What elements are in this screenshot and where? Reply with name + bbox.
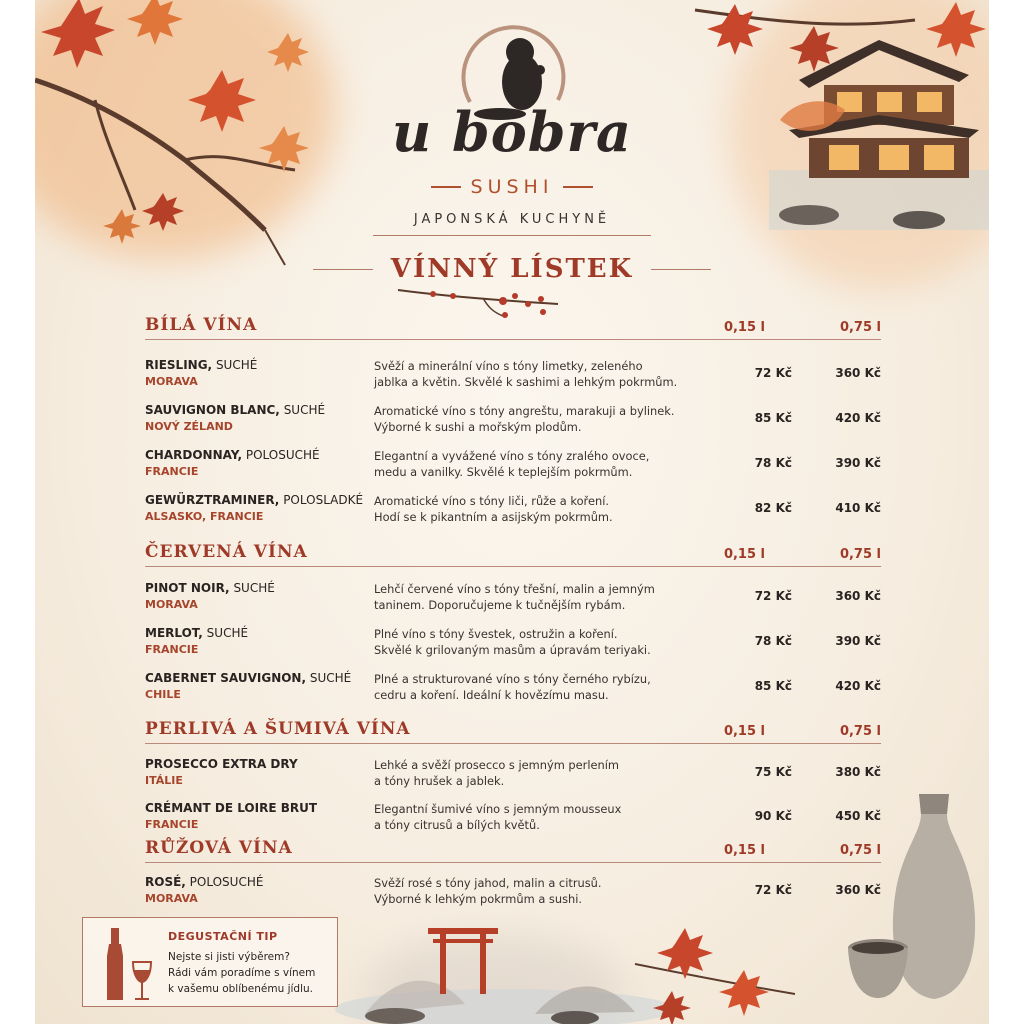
wine-item xyxy=(145,403,881,439)
desc-line: medu a vanilky. Skvělé k teplejším pokrmům. xyxy=(374,465,633,479)
wine-origin: MORAVA xyxy=(145,892,198,905)
divider xyxy=(431,186,461,188)
wine-style: POLOSUCHÉ xyxy=(245,448,320,462)
brand-sub-row xyxy=(35,176,989,198)
section-header xyxy=(145,719,881,744)
wine-style: SUCHÉ xyxy=(206,626,249,640)
wine-name xyxy=(145,358,373,372)
price-small: 72 Kč xyxy=(754,589,792,603)
divider xyxy=(563,186,593,188)
desc-line: Výborné k lehkým pokrmům a sushi. xyxy=(374,892,583,906)
desc-line: Lehké a svěží prosecco s jemným perlením xyxy=(374,758,620,772)
wine-item xyxy=(145,626,881,662)
price-large: 380 Kč xyxy=(835,765,881,779)
wine-title: ROSÉ, xyxy=(145,875,186,889)
wine-name xyxy=(145,757,373,771)
col-large-header: 0,75 l xyxy=(839,547,881,562)
wine-description xyxy=(374,448,694,480)
wine-item xyxy=(145,671,881,707)
price-large: 360 Kč xyxy=(835,589,881,603)
wine-origin: FRANCIE xyxy=(145,643,199,656)
desc-line: Lehčí červené víno s tóny třešní, malin a jemným xyxy=(374,582,655,596)
col-small-header: 0,15 l xyxy=(723,724,765,739)
wine-item xyxy=(145,757,881,793)
wine-style: SUCHÉ xyxy=(233,581,275,595)
wine-title: PINOT NOIR, xyxy=(145,581,230,595)
desc-line: a tóny hrušek a jablek. xyxy=(374,774,505,788)
menu-page xyxy=(35,0,989,1024)
desc-line: Svěží a minerální víno s tóny limetky, zeleného xyxy=(374,359,643,373)
desc-line: Svěží rosé s tóny jahod, malin a citrusů. xyxy=(374,876,602,890)
wine-title: GEWÜRZTRAMINER, xyxy=(145,493,280,507)
wine-title: CABERNET SAUVIGNON, xyxy=(145,671,307,685)
price-small: 75 Kč xyxy=(754,765,792,779)
wine-origin: CHILE xyxy=(145,688,181,701)
wine-origin: MORAVA xyxy=(145,375,198,388)
brand-sub: SUSHI xyxy=(470,176,554,198)
tagline: JAPONSKÁ KUCHYNĚ xyxy=(413,212,611,227)
price-small: 82 Kč xyxy=(754,501,792,515)
col-small-header: 0,15 l xyxy=(723,547,765,562)
wine-title: CHARDONNAY, xyxy=(145,448,243,462)
desc-line: Aromatické víno s tóny angreštu, marakuji a bylinek. xyxy=(374,404,675,418)
wine-title: MERLOT, xyxy=(145,626,203,640)
price-large: 420 Kč xyxy=(835,411,881,425)
wine-name xyxy=(145,448,373,462)
price-small: 78 Kč xyxy=(754,634,792,648)
wine-title: PROSECCO EXTRA DRY xyxy=(145,757,298,771)
wine-item xyxy=(145,581,881,617)
col-large-header: 0,75 l xyxy=(839,320,881,335)
section-sparkling-wines xyxy=(145,719,881,832)
wine-style: POLOSUCHÉ xyxy=(189,875,264,889)
wine-item xyxy=(145,801,881,837)
desc-line: Plné víno s tóny švestek, ostružin a koření. xyxy=(374,627,618,641)
tip-line: Rádi vám poradíme s vínem xyxy=(168,967,316,979)
page-title: VÍNNÝ LÍSTEK xyxy=(390,254,634,284)
wine-name xyxy=(145,801,373,815)
price-large: 420 Kč xyxy=(835,679,881,693)
wine-origin: ALSASKO, FRANCIE xyxy=(145,510,264,523)
tasting-tip-box xyxy=(82,917,338,1007)
price-large: 360 Kč xyxy=(835,366,881,380)
desc-line: Hodí se k pikantním a asijským pokrmům. xyxy=(374,510,613,524)
section-white-wines xyxy=(145,315,881,524)
price-small: 72 Kč xyxy=(754,366,792,380)
price-small: 90 Kč xyxy=(754,809,792,823)
col-large-header: 0,75 l xyxy=(839,724,881,739)
desc-line: jablka a květin. Skvělé k sashimi a lehkým pokrmům. xyxy=(374,375,678,389)
desc-line: Skvělé k grilovaným masům a úpravám teriyaki. xyxy=(374,643,651,657)
wine-item xyxy=(145,493,881,529)
section-header xyxy=(145,542,881,567)
price-large: 360 Kč xyxy=(835,883,881,897)
wine-item xyxy=(145,448,881,484)
wine-style: POLOSLADKÉ xyxy=(283,493,364,507)
tip-line: k vašemu oblíbenému jídlu. xyxy=(168,983,314,995)
wine-title: CRÉMANT DE LOIRE BRUT xyxy=(145,801,318,815)
price-small: 72 Kč xyxy=(754,883,792,897)
brand-name: u bobra xyxy=(391,100,633,164)
wine-description xyxy=(374,581,694,613)
col-small-header: 0,15 l xyxy=(723,843,765,858)
wine-origin: NOVÝ ZÉLAND xyxy=(145,420,233,433)
wine-name xyxy=(145,403,373,417)
section-title: RŮŽOVÁ VÍNA xyxy=(145,838,293,858)
desc-line: cedru a koření. Ideální k hovězímu masu. xyxy=(374,688,609,702)
section-title: ČERVENÁ VÍNA xyxy=(145,542,308,562)
wine-item xyxy=(145,358,881,394)
wine-origin: FRANCIE xyxy=(145,465,199,478)
col-small-header: 0,15 l xyxy=(723,320,765,335)
tip-title: DEGUSTAČNÍ TIP xyxy=(168,930,278,943)
wine-glass-icon xyxy=(133,962,151,999)
price-large: 390 Kč xyxy=(835,634,881,648)
desc-line: Aromatické víno s tóny liči, růže a koření. xyxy=(374,494,609,508)
wine-style: SUCHÉ xyxy=(309,671,352,685)
price-small: 85 Kč xyxy=(754,411,792,425)
wine-description xyxy=(374,493,694,525)
section-header xyxy=(145,838,881,863)
wine-description xyxy=(374,757,694,789)
price-small: 78 Kč xyxy=(754,456,792,470)
wine-bottle-icon xyxy=(99,926,159,1002)
divider xyxy=(651,269,711,270)
wine-name xyxy=(145,626,373,640)
price-small: 85 Kč xyxy=(754,679,792,693)
divider xyxy=(313,269,373,270)
wine-description xyxy=(374,626,694,658)
divider xyxy=(373,235,651,236)
torii-gate-illustration xyxy=(428,928,498,994)
section-rose-wines xyxy=(145,838,881,906)
wine-style: SUCHÉ xyxy=(215,358,258,372)
wine-name xyxy=(145,493,373,507)
col-large-header: 0,75 l xyxy=(839,843,881,858)
wine-description xyxy=(374,801,694,833)
tip-line: Nejste si jisti výběrem? xyxy=(168,951,290,963)
desc-line: Elegantní a vyvážené víno s tóny zralého ovoce, xyxy=(374,449,650,463)
section-red-wines xyxy=(145,542,881,702)
desc-line: Výborné k sushi a mořským plodům. xyxy=(374,420,582,434)
wine-style: SUCHÉ xyxy=(283,403,326,417)
price-large: 410 Kč xyxy=(835,501,881,515)
section-title: BÍLÁ VÍNA xyxy=(145,315,258,335)
desc-line: Plné a strukturované víno s tóny černého rybízu, xyxy=(374,672,651,686)
wine-title: RIESLING, xyxy=(145,358,213,372)
price-large: 390 Kč xyxy=(835,456,881,470)
desc-line: a tóny citrusů a bílých květů. xyxy=(374,818,540,832)
title-row xyxy=(35,254,989,284)
wine-description xyxy=(374,403,694,435)
wine-title: SAUVIGNON BLANC, xyxy=(145,403,280,417)
wine-name xyxy=(145,671,373,685)
section-header xyxy=(145,315,881,340)
desc-line: Elegantní šumivé víno s jemným mousseux xyxy=(374,802,622,816)
wine-origin: ITÁLIE xyxy=(145,774,183,787)
wine-name xyxy=(145,581,373,595)
desc-line: taninem. Doporučujeme k tučnějším rybám. xyxy=(374,598,626,612)
wine-origin: MORAVA xyxy=(145,598,198,611)
wine-origin: FRANCIE xyxy=(145,818,199,831)
price-large: 450 Kč xyxy=(835,809,881,823)
wine-description xyxy=(374,358,694,390)
section-title: PERLIVÁ A ŠUMIVÁ VÍNA xyxy=(145,719,411,739)
tip-text xyxy=(168,949,315,997)
wine-description xyxy=(374,671,694,703)
sake-cup-illustration xyxy=(845,936,911,1002)
